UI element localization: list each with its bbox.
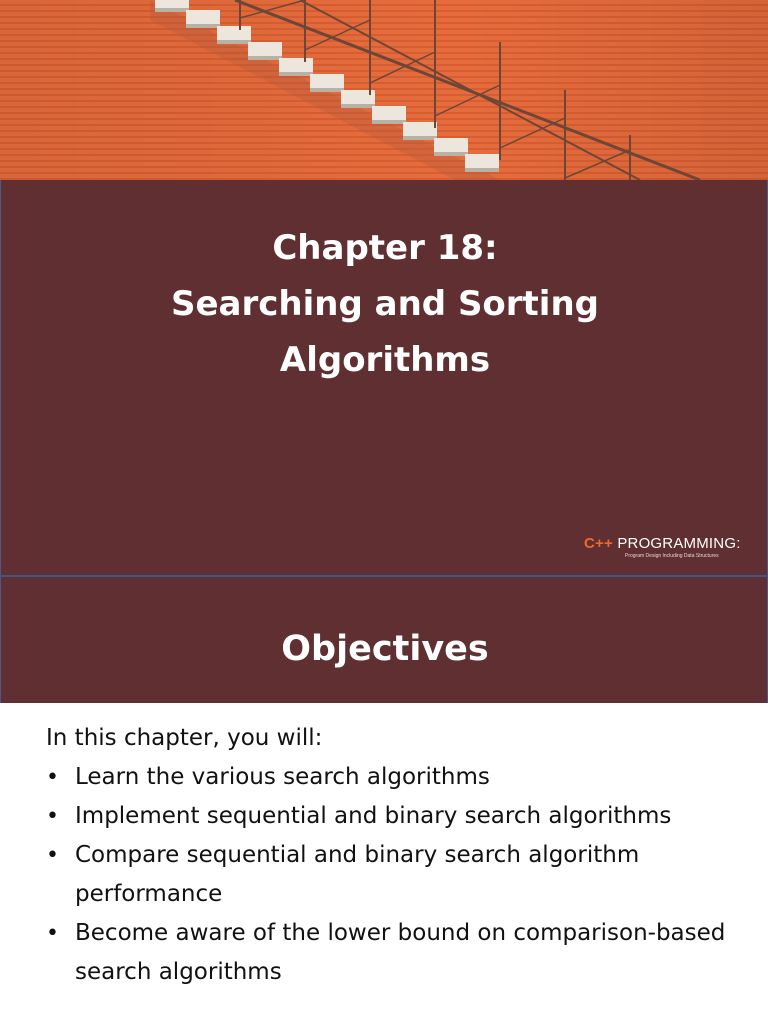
bullet-dot-icon: • [46,804,59,829]
bullet-dot-icon: • [46,843,59,868]
book-logo [584,536,764,562]
list-item [46,797,746,836]
logo-subtitle: Program Design Including Data Structures [625,553,719,559]
objectives-intro: In this chapter, you will: [46,725,323,751]
list-item [46,836,746,914]
objectives-content [46,719,746,992]
chapter-title-line-1: Chapter 18: [272,228,498,268]
chapter-title-line-2: Searching and Sorting [170,284,600,324]
title-panel [0,180,768,576]
objectives-list [46,758,746,992]
bullet-text: Become aware of the lower bound on comparison-based search algorithms [75,920,726,985]
staircase-photo [0,0,768,180]
objectives-slide [0,577,768,1024]
bullet-dot-icon: • [46,921,59,946]
objectives-title: Objectives [281,629,489,669]
bullet-text: Learn the various search algorithms [75,764,490,790]
list-item [46,758,746,797]
objectives-header [0,577,768,703]
bullet-dot-icon: • [46,765,59,790]
bullet-text: Compare sequential and binary search algorithm performance [75,842,640,907]
bullet-text: Implement sequential and binary search algorithms [75,803,672,829]
chapter-title-line-3: Algorithms [279,340,491,380]
logo-programming-text: PROGRAMMING: [617,535,741,552]
logo-cpp-text: C++ [584,535,613,552]
list-item [46,914,746,992]
chapter-title [1,220,768,388]
